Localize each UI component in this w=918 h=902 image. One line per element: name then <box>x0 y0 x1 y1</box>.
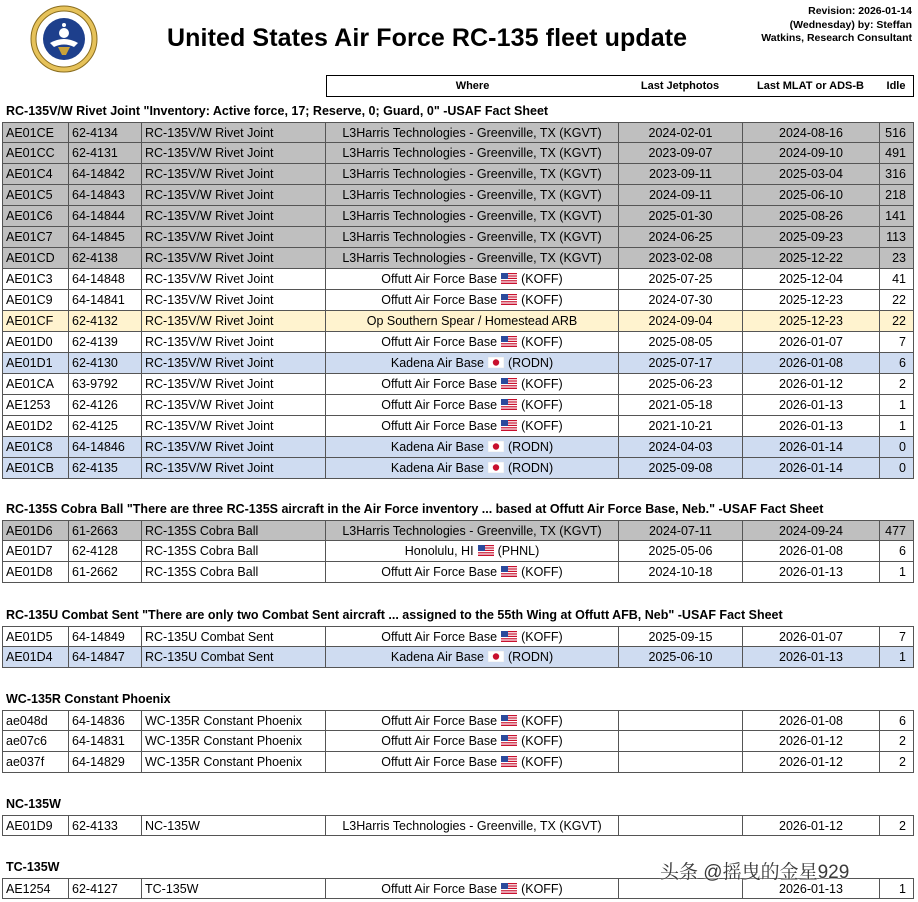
idle-days-cell: 491 <box>880 143 914 164</box>
tail-number-cell: 62-4133 <box>69 815 142 836</box>
hex-code-cell: ae048d <box>2 710 69 731</box>
column-header-last-mlat: Last MLAT or ADS-B <box>742 75 880 97</box>
location-cell <box>326 752 619 773</box>
tail-number-cell: 64-14847 <box>69 647 142 668</box>
hex-code-cell: AE01CE <box>2 122 69 143</box>
us-flag-icon <box>501 883 517 894</box>
hex-code-cell: AE1254 <box>2 878 69 899</box>
aircraft-type-cell: RC-135V/W Rivet Joint <box>142 164 326 185</box>
airport-code: (RODN) <box>507 650 554 664</box>
last-mlat-cell: 2024-08-16 <box>743 122 880 143</box>
us-flag-icon <box>501 336 517 347</box>
japan-flag-icon <box>488 462 504 473</box>
idle-days-cell: 2 <box>880 731 914 752</box>
aircraft-type-cell: RC-135V/W Rivet Joint <box>142 332 326 353</box>
hex-code-cell: AE01C5 <box>2 185 69 206</box>
location-text: Offutt Air Force Base <box>381 565 498 579</box>
idle-days-cell: 141 <box>880 206 914 227</box>
last-mlat-cell: 2026-01-12 <box>743 731 880 752</box>
idle-days-cell: 477 <box>880 520 914 541</box>
section-title: RC-135V/W Rivet Joint "Inventory: Active force, 17; Reserve, 0; Guard, 0" -USAF Fact Sheet <box>6 104 549 118</box>
last-jetphotos-cell: 2024-02-01 <box>619 122 743 143</box>
table-row <box>2 332 914 353</box>
table-row <box>2 710 914 731</box>
us-flag-icon <box>501 756 517 767</box>
table-row <box>2 374 914 395</box>
hex-code-cell: AE01D8 <box>2 562 69 583</box>
location-text: Offutt Air Force Base <box>381 714 498 728</box>
table-row <box>2 143 914 164</box>
idle-days-cell: 113 <box>880 227 914 248</box>
last-jetphotos-cell <box>619 815 743 836</box>
idle-days-cell: 2 <box>880 374 914 395</box>
tail-number-cell: 61-2663 <box>69 520 142 541</box>
aircraft-type-cell: RC-135V/W Rivet Joint <box>142 269 326 290</box>
last-jetphotos-cell: 2025-05-06 <box>619 541 743 562</box>
us-flag-icon <box>501 735 517 746</box>
last-jetphotos-cell: 2025-07-25 <box>619 269 743 290</box>
aircraft-type-cell: RC-135V/W Rivet Joint <box>142 227 326 248</box>
hex-code-cell: AE01D4 <box>2 647 69 668</box>
last-jetphotos-cell: 2023-09-07 <box>619 143 743 164</box>
tail-number-cell: 64-14849 <box>69 626 142 647</box>
table-row <box>2 290 914 311</box>
airport-code: (KOFF) <box>521 398 563 412</box>
last-jetphotos-cell: 2024-07-30 <box>619 290 743 311</box>
last-mlat-cell: 2026-01-13 <box>743 416 880 437</box>
location-text: L3Harris Technologies - Greenville, TX (KGVT) <box>342 819 602 833</box>
last-jetphotos-cell <box>619 752 743 773</box>
location-text: L3Harris Technologies - Greenville, TX (KGVT) <box>342 209 602 223</box>
aircraft-type-cell: RC-135V/W Rivet Joint <box>142 311 326 332</box>
location-cell <box>326 416 619 437</box>
us-flag-icon <box>501 273 517 284</box>
hex-code-cell: ae037f <box>2 752 69 773</box>
us-flag-icon <box>501 399 517 410</box>
location-cell <box>326 458 619 479</box>
location-cell <box>326 437 619 458</box>
revision-line: Watkins, Research Consultant <box>761 32 912 44</box>
last-mlat-cell: 2025-09-23 <box>743 227 880 248</box>
us-flag-icon <box>501 294 517 305</box>
tail-number-cell: 62-4135 <box>69 458 142 479</box>
last-mlat-cell: 2024-09-10 <box>743 143 880 164</box>
revision-line: (Wednesday) by: Steffan <box>789 18 912 31</box>
table-row <box>2 185 914 206</box>
location-cell <box>326 185 619 206</box>
location-cell <box>326 227 619 248</box>
aircraft-type-cell: RC-135V/W Rivet Joint <box>142 374 326 395</box>
location-text: L3Harris Technologies - Greenville, TX (KGVT) <box>342 524 602 538</box>
last-mlat-cell: 2026-01-14 <box>743 458 880 479</box>
last-mlat-cell: 2026-01-08 <box>743 353 880 374</box>
last-jetphotos-cell: 2025-09-15 <box>619 626 743 647</box>
idle-days-cell: 0 <box>880 458 914 479</box>
hex-code-cell: AE01CC <box>2 143 69 164</box>
idle-days-cell: 22 <box>880 311 914 332</box>
location-cell <box>326 710 619 731</box>
aircraft-type-cell: RC-135V/W Rivet Joint <box>142 290 326 311</box>
aircraft-type-cell: RC-135S Cobra Ball <box>142 520 326 541</box>
location-text: Offutt Air Force Base <box>381 755 498 769</box>
aircraft-type-cell: RC-135U Combat Sent <box>142 626 326 647</box>
last-mlat-cell: 2026-01-13 <box>743 562 880 583</box>
idle-days-cell: 6 <box>880 541 914 562</box>
aircraft-type-cell: RC-135V/W Rivet Joint <box>142 143 326 164</box>
table-row <box>2 164 914 185</box>
location-text: Offutt Air Force Base <box>381 419 498 433</box>
table-row <box>2 437 914 458</box>
table-row <box>2 269 914 290</box>
location-cell <box>326 248 619 269</box>
last-jetphotos-cell: 2023-02-08 <box>619 248 743 269</box>
aircraft-type-cell: TC-135W <box>142 878 326 899</box>
table-row <box>2 752 914 773</box>
last-mlat-cell: 2025-08-26 <box>743 206 880 227</box>
hex-code-cell: AE01D6 <box>2 520 69 541</box>
location-cell <box>326 311 619 332</box>
tail-number-cell: 64-14844 <box>69 206 142 227</box>
last-mlat-cell: 2025-12-23 <box>743 290 880 311</box>
location-text: L3Harris Technologies - Greenville, TX (KGVT) <box>342 251 602 265</box>
last-mlat-cell: 2026-01-08 <box>743 710 880 731</box>
tail-number-cell: 62-4132 <box>69 311 142 332</box>
location-cell <box>326 731 619 752</box>
location-cell <box>326 353 619 374</box>
tail-number-cell: 62-4130 <box>69 353 142 374</box>
last-mlat-cell: 2026-01-12 <box>743 752 880 773</box>
location-text: Offutt Air Force Base <box>381 734 498 748</box>
airport-code: (KOFF) <box>521 755 563 769</box>
last-jetphotos-cell: 2021-05-18 <box>619 395 743 416</box>
location-text: Offutt Air Force Base <box>381 293 498 307</box>
aircraft-type-cell: RC-135S Cobra Ball <box>142 562 326 583</box>
idle-days-cell: 6 <box>880 710 914 731</box>
airport-code: (KOFF) <box>521 734 563 748</box>
last-mlat-cell: 2026-01-08 <box>743 541 880 562</box>
hex-code-cell: ae07c6 <box>2 731 69 752</box>
hex-code-cell: AE01C6 <box>2 206 69 227</box>
airport-code: (KOFF) <box>521 272 563 286</box>
tail-number-cell: 62-4139 <box>69 332 142 353</box>
location-cell <box>326 541 619 562</box>
hex-code-cell: AE01CA <box>2 374 69 395</box>
last-jetphotos-cell: 2021-10-21 <box>619 416 743 437</box>
airport-code: (RODN) <box>507 461 554 475</box>
location-cell <box>326 290 619 311</box>
aircraft-type-cell: RC-135V/W Rivet Joint <box>142 353 326 374</box>
tail-number-cell: 64-14829 <box>69 752 142 773</box>
last-jetphotos-cell: 2024-06-25 <box>619 227 743 248</box>
tail-number-cell: 61-2662 <box>69 562 142 583</box>
aircraft-type-cell: RC-135V/W Rivet Joint <box>142 458 326 479</box>
tail-number-cell: 64-14843 <box>69 185 142 206</box>
location-text: Kadena Air Base <box>390 461 484 475</box>
idle-days-cell: 22 <box>880 290 914 311</box>
location-cell <box>326 815 619 836</box>
last-jetphotos-cell: 2025-01-30 <box>619 206 743 227</box>
aircraft-type-cell: RC-135S Cobra Ball <box>142 541 326 562</box>
last-mlat-cell: 2025-12-23 <box>743 311 880 332</box>
hex-code-cell: AE01D9 <box>2 815 69 836</box>
us-flag-icon <box>501 566 517 577</box>
revision-note <box>761 5 912 46</box>
last-jetphotos-cell: 2024-04-03 <box>619 437 743 458</box>
location-text: L3Harris Technologies - Greenville, TX (KGVT) <box>342 126 602 140</box>
tail-number-cell: 62-4125 <box>69 416 142 437</box>
hex-code-cell: AE01C7 <box>2 227 69 248</box>
airport-code: (PHNL) <box>497 544 540 558</box>
last-mlat-cell: 2026-01-07 <box>743 332 880 353</box>
location-text: L3Harris Technologies - Greenville, TX (KGVT) <box>342 188 602 202</box>
airport-code: (RODN) <box>507 440 554 454</box>
airport-code: (KOFF) <box>521 565 563 579</box>
aircraft-type-cell: RC-135V/W Rivet Joint <box>142 437 326 458</box>
location-cell <box>326 143 619 164</box>
hex-code-cell: AE01CB <box>2 458 69 479</box>
location-text: Honolulu, HI <box>404 544 474 558</box>
last-mlat-cell: 2026-01-07 <box>743 626 880 647</box>
airport-code: (KOFF) <box>521 419 563 433</box>
table-row <box>2 647 914 668</box>
idle-days-cell: 6 <box>880 353 914 374</box>
location-cell <box>326 520 619 541</box>
table-row <box>2 416 914 437</box>
idle-days-cell: 218 <box>880 185 914 206</box>
location-cell <box>326 562 619 583</box>
tail-number-cell: 62-4131 <box>69 143 142 164</box>
aircraft-type-cell: WC-135R Constant Phoenix <box>142 752 326 773</box>
aircraft-type-cell: RC-135V/W Rivet Joint <box>142 206 326 227</box>
aircraft-type-cell: RC-135V/W Rivet Joint <box>142 122 326 143</box>
hex-code-cell: AE01CD <box>2 248 69 269</box>
hex-code-cell: AE01D1 <box>2 353 69 374</box>
hex-code-cell: AE1253 <box>2 395 69 416</box>
table-row <box>2 311 914 332</box>
air-force-seal-logo <box>30 5 98 73</box>
idle-days-cell: 23 <box>880 248 914 269</box>
tail-number-cell: 64-14846 <box>69 437 142 458</box>
us-flag-icon <box>478 545 494 556</box>
last-mlat-cell: 2026-01-12 <box>743 815 880 836</box>
watermark-text: 头条 @摇曳的金星929 <box>660 862 850 883</box>
table-row <box>2 353 914 374</box>
last-jetphotos-cell <box>619 710 743 731</box>
hex-code-cell: AE01C4 <box>2 164 69 185</box>
us-flag-icon <box>501 420 517 431</box>
hex-code-cell: AE01D2 <box>2 416 69 437</box>
idle-days-cell: 1 <box>880 647 914 668</box>
last-jetphotos-cell: 2025-07-17 <box>619 353 743 374</box>
hex-code-cell: AE01D0 <box>2 332 69 353</box>
aircraft-type-cell: RC-135V/W Rivet Joint <box>142 248 326 269</box>
hex-code-cell: AE01D5 <box>2 626 69 647</box>
table-row <box>2 626 914 647</box>
tail-number-cell: 62-4134 <box>69 122 142 143</box>
airport-code: (KOFF) <box>521 377 563 391</box>
idle-days-cell: 7 <box>880 332 914 353</box>
idle-days-cell: 1 <box>880 416 914 437</box>
table-row <box>2 541 914 562</box>
location-text: L3Harris Technologies - Greenville, TX (KGVT) <box>342 167 602 181</box>
aircraft-type-cell: RC-135V/W Rivet Joint <box>142 185 326 206</box>
aircraft-type-cell: WC-135R Constant Phoenix <box>142 710 326 731</box>
idle-days-cell: 7 <box>880 626 914 647</box>
tail-number-cell: 62-4126 <box>69 395 142 416</box>
tail-number-cell: 64-14836 <box>69 710 142 731</box>
location-cell <box>326 395 619 416</box>
us-flag-icon <box>501 715 517 726</box>
idle-days-cell: 41 <box>880 269 914 290</box>
airport-code: (RODN) <box>507 356 554 370</box>
tail-number-cell: 64-14842 <box>69 164 142 185</box>
location-cell <box>326 626 619 647</box>
airport-code: (KOFF) <box>521 882 563 896</box>
last-mlat-cell: 2025-03-04 <box>743 164 880 185</box>
idle-days-cell: 1 <box>880 562 914 583</box>
location-cell <box>326 164 619 185</box>
aircraft-type-cell: RC-135V/W Rivet Joint <box>142 395 326 416</box>
japan-flag-icon <box>488 651 504 662</box>
location-text: Offutt Air Force Base <box>381 630 498 644</box>
location-cell <box>326 878 619 899</box>
aircraft-type-cell: WC-135R Constant Phoenix <box>142 731 326 752</box>
location-cell <box>326 647 619 668</box>
last-mlat-cell: 2025-12-22 <box>743 248 880 269</box>
last-mlat-cell: 2026-01-13 <box>743 647 880 668</box>
us-flag-icon <box>501 378 517 389</box>
airport-code: (KOFF) <box>521 335 563 349</box>
airport-code: (KOFF) <box>521 293 563 307</box>
location-cell <box>326 332 619 353</box>
location-text: Kadena Air Base <box>390 440 484 454</box>
last-mlat-cell: 2026-01-13 <box>743 395 880 416</box>
location-text: Kadena Air Base <box>390 650 484 664</box>
last-mlat-cell: 2026-01-12 <box>743 374 880 395</box>
airport-code: (KOFF) <box>521 630 563 644</box>
location-text: Offutt Air Force Base <box>381 272 498 286</box>
location-text: Offutt Air Force Base <box>381 377 498 391</box>
last-jetphotos-cell <box>619 731 743 752</box>
location-cell <box>326 374 619 395</box>
last-jetphotos-cell: 2025-09-08 <box>619 458 743 479</box>
last-jetphotos-cell: 2025-06-23 <box>619 374 743 395</box>
column-header-idle: Idle <box>879 75 914 97</box>
revision-line: Revision: 2026-01-14 <box>808 5 912 17</box>
table-row <box>2 520 914 541</box>
location-cell <box>326 122 619 143</box>
japan-flag-icon <box>488 441 504 452</box>
idle-days-cell: 0 <box>880 437 914 458</box>
last-mlat-cell: 2026-01-14 <box>743 437 880 458</box>
location-cell <box>326 206 619 227</box>
last-jetphotos-cell: 2025-08-05 <box>619 332 743 353</box>
aircraft-type-cell: RC-135U Combat Sent <box>142 647 326 668</box>
last-jetphotos-cell: 2023-09-11 <box>619 164 743 185</box>
last-mlat-cell: 2025-06-10 <box>743 185 880 206</box>
aircraft-type-cell: NC-135W <box>142 815 326 836</box>
table-row <box>2 206 914 227</box>
idle-days-cell: 516 <box>880 122 914 143</box>
hex-code-cell: AE01C9 <box>2 290 69 311</box>
table-row <box>2 815 914 836</box>
idle-days-cell: 1 <box>880 395 914 416</box>
last-mlat-cell: 2025-12-04 <box>743 269 880 290</box>
tail-number-cell: 62-4127 <box>69 878 142 899</box>
aircraft-type-cell: RC-135V/W Rivet Joint <box>142 416 326 437</box>
section-title: RC-135S Cobra Ball "There are three RC-135S aircraft in the Air Force inventory ... based at Offutt Air Force Base, Neb." -USAF Fact Sheet <box>6 502 824 516</box>
location-cell <box>326 269 619 290</box>
hex-code-cell: AE01D7 <box>2 541 69 562</box>
section-title: NC-135W <box>6 797 61 811</box>
column-header-last-jetphotos: Last Jetphotos <box>618 75 743 97</box>
table-row <box>2 227 914 248</box>
location-text: Offutt Air Force Base <box>381 882 498 896</box>
column-header-where: Where <box>326 75 619 97</box>
location-text: Offutt Air Force Base <box>381 335 498 349</box>
idle-days-cell: 2 <box>880 752 914 773</box>
us-flag-icon <box>501 631 517 642</box>
location-text: Kadena Air Base <box>390 356 484 370</box>
table-row <box>2 395 914 416</box>
location-text: L3Harris Technologies - Greenville, TX (KGVT) <box>342 230 602 244</box>
table-row <box>2 458 914 479</box>
location-text: Offutt Air Force Base <box>381 398 498 412</box>
tail-number-cell: 64-14831 <box>69 731 142 752</box>
hex-code-cell: AE01CF <box>2 311 69 332</box>
last-jetphotos-cell: 2024-10-18 <box>619 562 743 583</box>
table-row <box>2 248 914 269</box>
tail-number-cell: 62-4138 <box>69 248 142 269</box>
tail-number-cell: 62-4128 <box>69 541 142 562</box>
hex-code-cell: AE01C8 <box>2 437 69 458</box>
idle-days-cell: 316 <box>880 164 914 185</box>
tail-number-cell: 63-9792 <box>69 374 142 395</box>
section-title: RC-135U Combat Sent "There are only two Combat Sent aircraft ... assigned to the 55th Wing at Offutt AFB, Neb" -USAF Fact Sheet <box>6 608 783 622</box>
idle-days-cell: 2 <box>880 815 914 836</box>
location-text: Op Southern Spear / Homestead ARB <box>366 314 578 328</box>
japan-flag-icon <box>488 357 504 368</box>
page-title: United States Air Force RC-135 fleet update <box>167 24 688 52</box>
last-jetphotos-cell: 2024-09-04 <box>619 311 743 332</box>
table-row <box>2 731 914 752</box>
last-jetphotos-cell: 2024-07-11 <box>619 520 743 541</box>
location-text: L3Harris Technologies - Greenville, TX (KGVT) <box>342 146 602 160</box>
idle-days-cell: 1 <box>880 878 914 899</box>
table-row <box>2 562 914 583</box>
last-mlat-cell: 2026-01-13 <box>743 878 880 899</box>
last-mlat-cell: 2024-09-24 <box>743 520 880 541</box>
tail-number-cell: 64-14845 <box>69 227 142 248</box>
tail-number-cell: 64-14841 <box>69 290 142 311</box>
table-row <box>2 122 914 143</box>
last-jetphotos-cell: 2025-06-10 <box>619 647 743 668</box>
section-title: WC-135R Constant Phoenix <box>6 692 171 706</box>
last-jetphotos-cell: 2024-09-11 <box>619 185 743 206</box>
tail-number-cell: 64-14848 <box>69 269 142 290</box>
hex-code-cell: AE01C3 <box>2 269 69 290</box>
airport-code: (KOFF) <box>521 714 563 728</box>
section-title: TC-135W <box>6 860 60 874</box>
